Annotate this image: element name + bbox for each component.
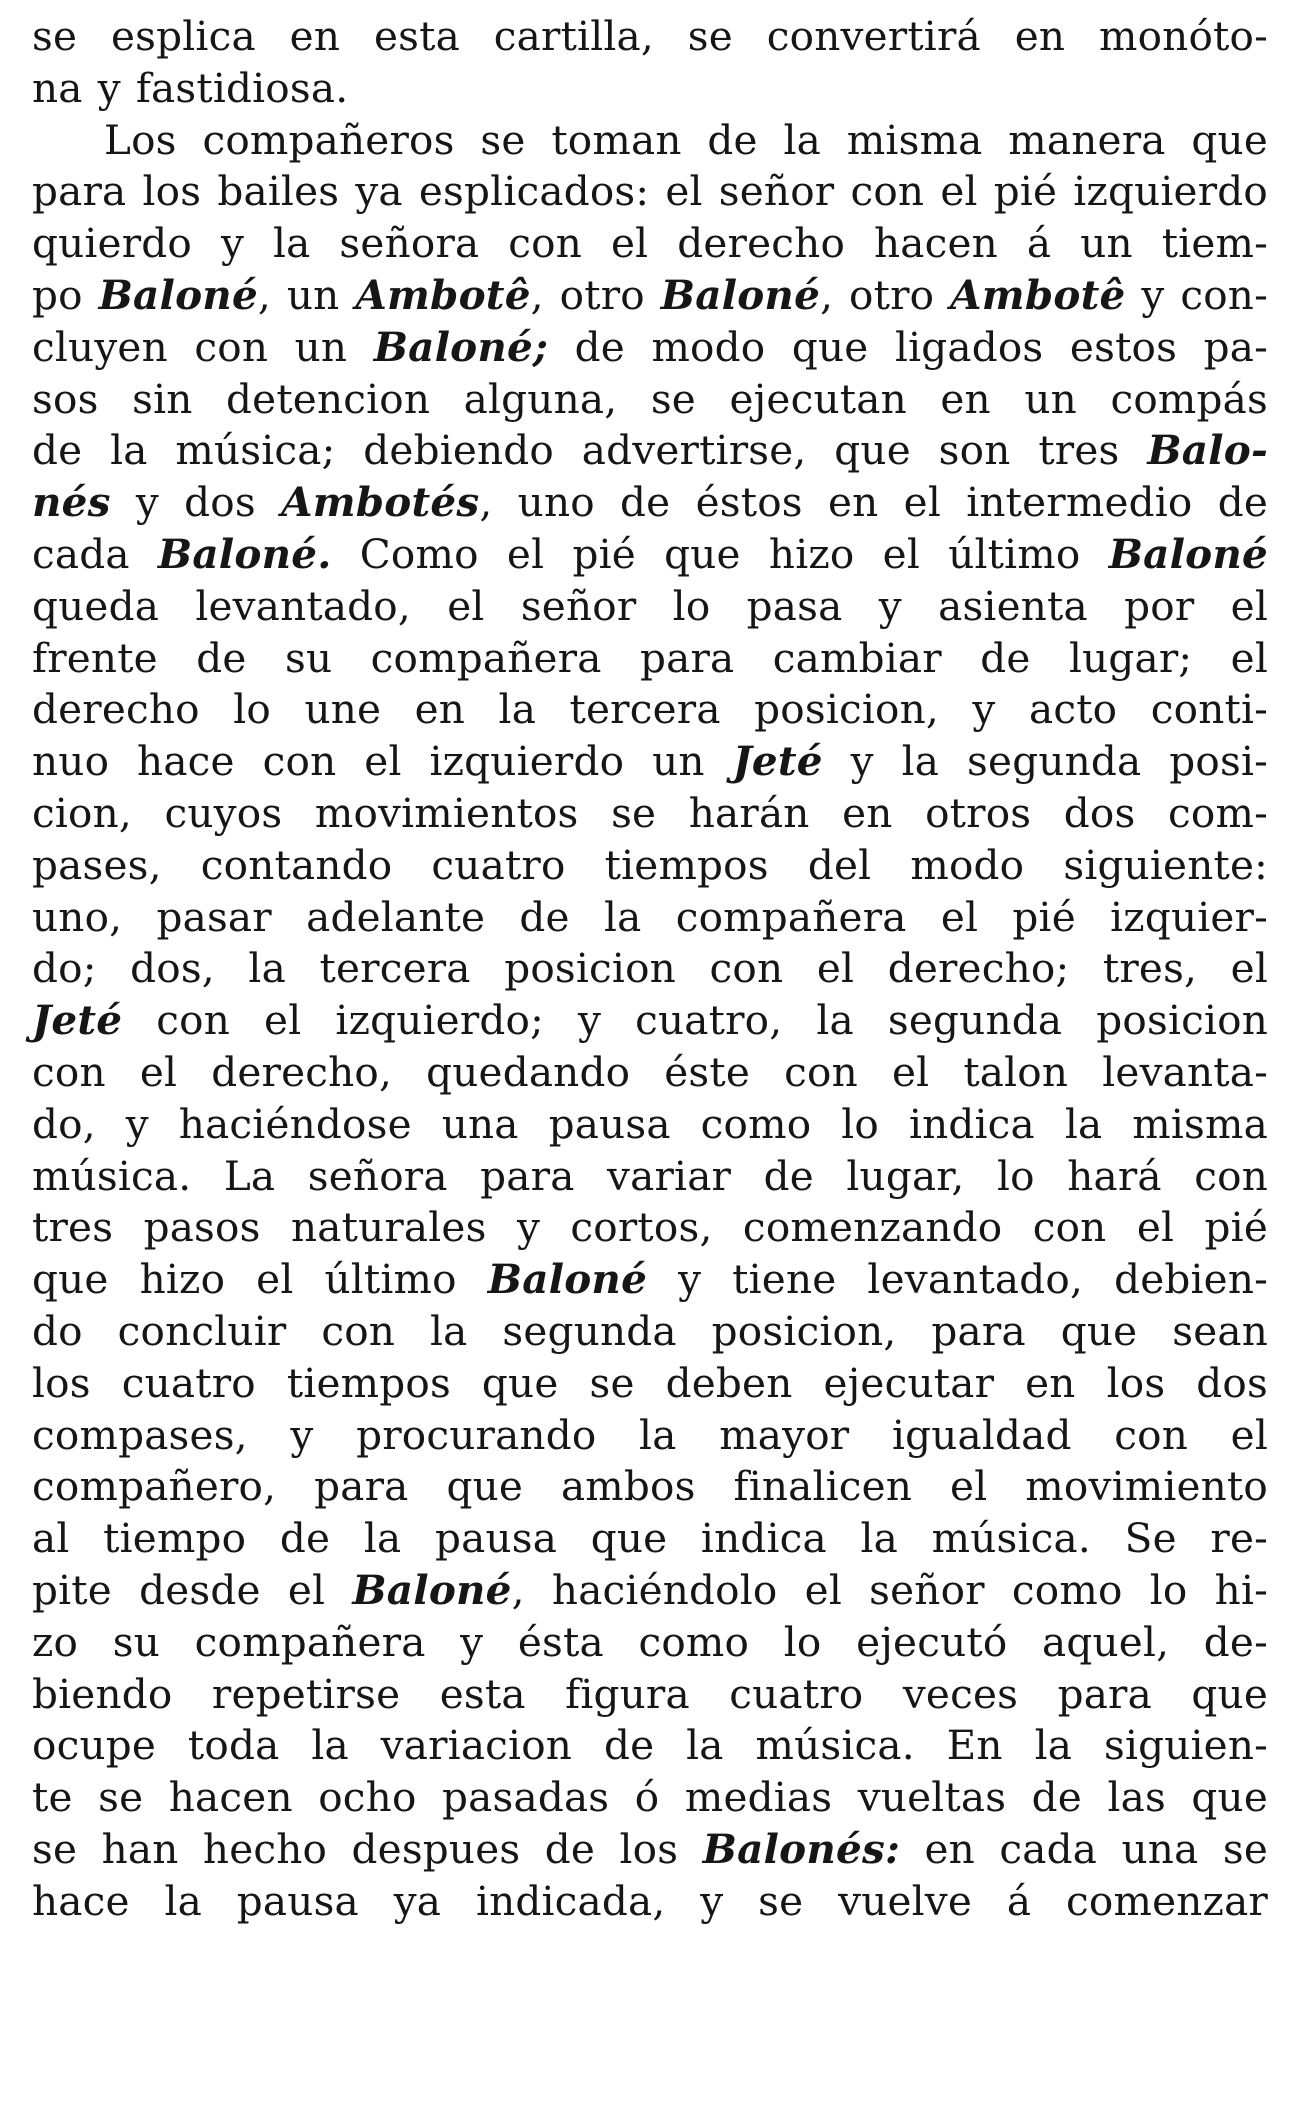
text-line [32,1562,1268,1618]
text-run: cion, cuyos movimientos se harán en otros dos com- [32,789,1268,837]
text-run: en cada una se [900,1825,1268,1873]
text-run: y con- [1125,271,1268,319]
text-run: de la música; debiendo advertirse, que son tres [32,426,1148,475]
text-line [32,474,1268,530]
text-line [32,1044,1268,1100]
italic-term: Baloné; [373,322,549,371]
text-run: cluyen con un [32,322,374,371]
text-line [32,215,1268,271]
text-run: te se hacen ocho pasadas ó medias vueltas de las que [32,1773,1268,1822]
text-line [32,681,1268,737]
text-line [32,1666,1268,1722]
text-run: de modo que ligados estos pa- [548,322,1268,371]
text-run: do concluir con la segunda posicion, para que sean [32,1307,1268,1355]
text-run: zo su compañera y ésta como lo ejecutó aquel, de- [32,1617,1268,1666]
text-run: y la segunda posi- [822,737,1269,786]
text-run: y tiene levantado, debien- [647,1255,1268,1304]
text-run: compañero, para que ambos finalicen el movimiento [32,1462,1268,1511]
italic-term: Jeté [732,737,823,786]
text-run: y dos [110,478,282,527]
text-run: música. La señora para variar de lugar, lo hará con [32,1151,1268,1200]
document-page [32,0,1268,2115]
text-run: queda levantado, el señor lo pasa y asienta por el [32,581,1268,630]
text-line [32,267,1268,323]
italic-term: nés [32,478,111,527]
text-run: tres pasos naturales y cortos, comenzando con el pié [32,1203,1268,1252]
text-run: se han hecho despues de los [32,1825,703,1873]
text-run: do, y haciéndose una pausa como lo indica la misma [32,1099,1268,1148]
text-line [32,1303,1268,1359]
italic-term: Baloné [98,271,258,319]
text-run: cada [32,530,158,578]
text-run: Como el pié que hizo el último [331,530,1109,578]
text-line [32,733,1268,789]
text-run: sos sin detencion alguna, se ejecutan en un compás [32,374,1268,423]
text-line [32,112,1268,168]
italic-term: Baloné [487,1255,648,1304]
text-line [32,1614,1268,1670]
italic-term: Baloné [660,271,821,319]
text-run: na y fastidiosa. [32,63,349,112]
italic-term: Baloné [1108,530,1268,578]
text-run: , otro [820,271,951,319]
text-run: se esplica en esta cartilla, se convertirá en monóto- [32,12,1268,60]
text-run: compases, y procurando la mayor igualdad con el [32,1410,1268,1459]
text-run: biendo repetirse esta figura cuatro veces para que [32,1669,1268,1718]
text-run: con el derecho, quedando éste con el talon levanta- [32,1048,1268,1096]
text-run: po [32,271,99,319]
text-line [32,1407,1268,1463]
text-line [32,837,1268,893]
text-line [32,422,1268,478]
text-run: al tiempo de la pausa que indica la música. Se re- [32,1514,1268,1563]
text-run: , uno de éstos en el intermedio de [479,478,1268,527]
italic-term: Ambotê [355,271,531,319]
italic-term: Ambotés [281,478,480,527]
text-run: hace la pausa ya indicada, y se vuelve á comenzar [32,1876,1268,1925]
text-line [32,889,1268,945]
text-run: quierdo y la señora con el derecho hacen á un tiem- [32,219,1268,268]
text-line [32,319,1268,375]
text-line [32,526,1268,582]
text-line [32,371,1268,427]
text-run: nuo hace con el izquierdo un [32,737,733,786]
text-run: para los bailes ya esplicados: el señor con el pié izquierdo [32,167,1268,216]
text-run: frente de su compañera para cambiar de lugar; el [32,633,1268,682]
text-run: los cuatro tiempos que se deben ejecutar en los dos [32,1358,1268,1407]
italic-term: Balonés: [702,1825,901,1873]
text-line [32,1199,1268,1255]
text-run: que hizo el último [32,1255,488,1304]
italic-term: Balo- [1147,426,1268,475]
text-line [32,1355,1268,1411]
text-line [32,1769,1268,1825]
text-line [32,1821,1268,1877]
text-line [32,578,1268,634]
italic-term: Ambotê [950,271,1126,319]
text-line [32,1251,1268,1307]
text-line [32,785,1268,841]
text-line [32,1096,1268,1152]
text-line [32,60,1268,116]
text-line [32,1510,1268,1566]
italic-term: Baloné [352,1566,512,1614]
text-line [32,1458,1268,1514]
text-run: uno, pasar adelante de la compañera el pié izquier- [32,892,1268,941]
text-line [32,8,1268,64]
text-line [32,1148,1268,1204]
text-run: pite desde el [32,1566,353,1614]
text-run: ocupe toda la variacion de la música. En la siguien- [32,1721,1268,1770]
text-run: derecho lo une en la tercera posicion, y acto conti- [32,685,1268,734]
text-line [32,992,1268,1048]
text-run: do; dos, la tercera posicion con el derecho; tres, el [32,944,1268,993]
text-line [32,163,1268,219]
text-run: pases, contando cuatro tiempos del modo siguiente: [32,840,1268,889]
text-run: Los compañeros se toman de la misma manera que [104,115,1268,164]
text-run: , otro [530,271,661,319]
italic-term: Baloné. [157,530,332,578]
text-line [32,1717,1268,1773]
text-run: , haciéndolo el señor como lo hi- [511,1566,1268,1614]
text-line [32,1873,1268,1929]
italic-term: Jeté [32,996,123,1045]
text-run: con el izquierdo; y cuatro, la segunda posicion [122,996,1268,1045]
text-line [32,630,1268,686]
text-run: , un [257,271,356,319]
text-line [32,940,1268,996]
